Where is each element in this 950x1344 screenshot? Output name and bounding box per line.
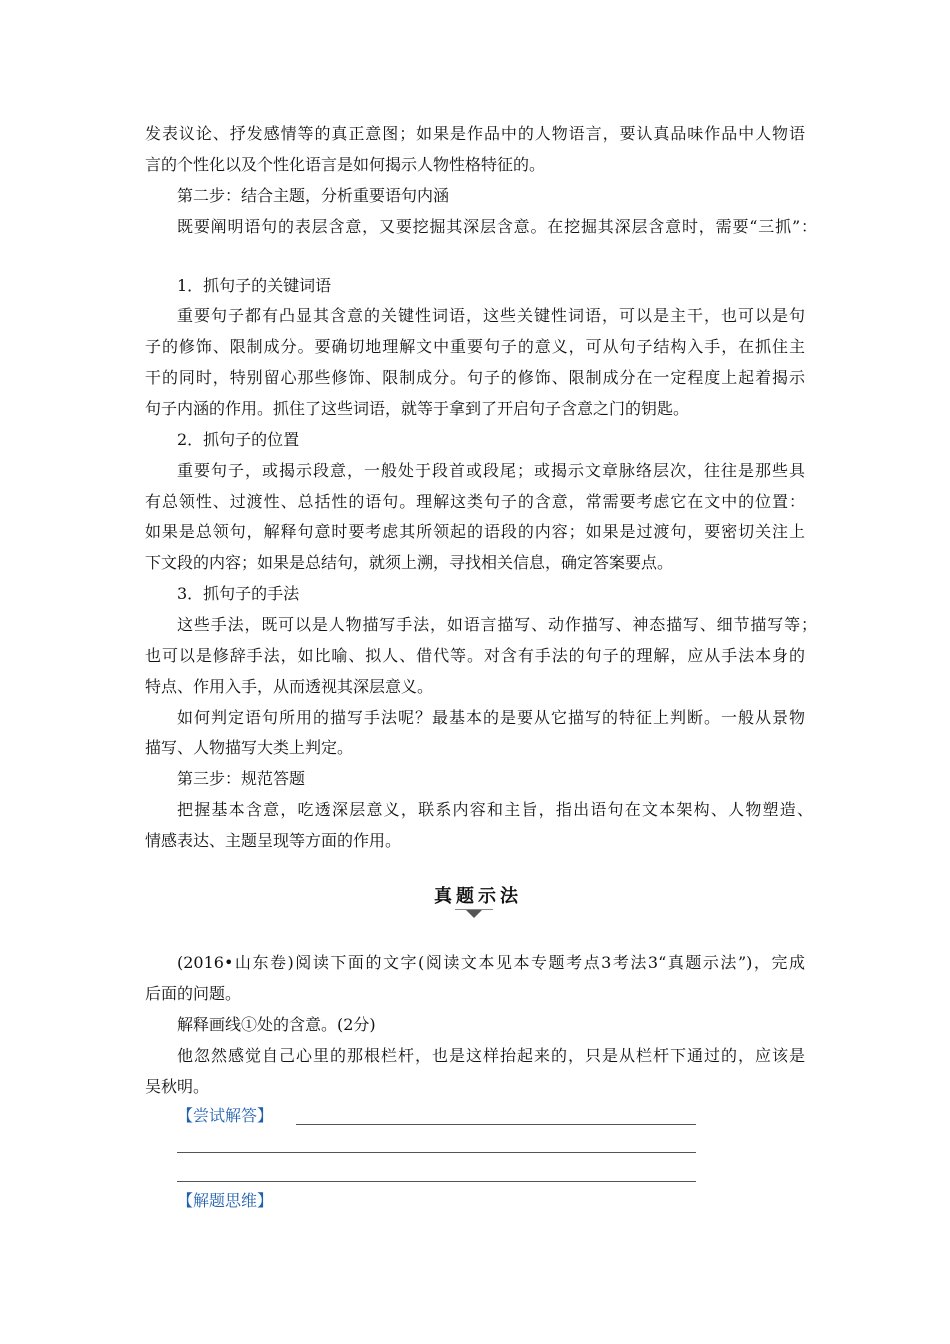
- paragraph-line: 描写、人物描写大类上判定。: [145, 738, 354, 757]
- paragraph-line: 如何判定语句所用的描写手法呢？最基本的是要从它描写的特征上判断。一般从景物: [177, 708, 805, 727]
- subheading: 1．抓句子的关键词语: [177, 276, 332, 295]
- example-line: (2016•山东卷)阅读下面的文字(阅读文本见本专题考点3考法3“真题示法”)，完成: [177, 953, 805, 972]
- paragraph-line: 重要句子，或揭示段意，一般处于段首或段尾；或揭示文章脉络层次，往往是那些具: [177, 461, 805, 480]
- paragraph-line: 言的个性化以及个性化语言是如何揭示人物性格特征的。: [145, 155, 546, 174]
- thinking-label: 【解题思维】: [177, 1191, 274, 1210]
- subheading: 3．抓句子的手法: [177, 584, 300, 603]
- question-line: 解释画线①处的含意。(2分): [177, 1015, 376, 1034]
- step-heading: 第二步：结合主题，分析重要语句内涵: [177, 186, 450, 205]
- paragraph-line: 干的同时，特别留心那些修饰、限制成分。句子的修饰、限制成分在一定程度上起着揭示: [145, 368, 805, 387]
- paragraph-line: 句子内涵的作用。抓住了这些词语，就等于拿到了开启句子含意之门的钥匙。: [145, 399, 690, 418]
- answer-blank[interactable]: [177, 1152, 696, 1153]
- paragraph-line: 如果是总领句，解释句意时要考虑其所领起的语段的内容；如果是过渡句，要密切关注上: [145, 522, 805, 541]
- step-heading: 第三步：规范答题: [177, 769, 306, 788]
- paragraph-line: 这些手法，既可以是人物描写手法，如语言描写、动作描写、神态描写、细节描写等；: [177, 615, 817, 634]
- subheading: 2．抓句子的位置: [177, 430, 300, 449]
- quoted-sentence: 他忽然感觉自己心里的那根栏杆，也是这样抬起来的，只是从栏杆下通过的，应该是: [177, 1046, 805, 1065]
- answer-label: 【尝试解答】: [177, 1106, 274, 1125]
- paragraph-line: 也可以是修辞手法，如比喻、拟人、借代等。对含有手法的句子的理解，应从手法本身的: [145, 646, 805, 665]
- paragraph-line: 情感表达、主题呈现等方面的作用。: [145, 831, 402, 850]
- down-triangle-icon: [466, 910, 482, 918]
- paragraph-line: 发表议论、抒发感情等的真正意图；如果是作品中的人物语言，要认真品味作品中人物语: [145, 124, 805, 143]
- paragraph-line: 特点、作用入手，从而透视其深层意义。: [145, 677, 434, 696]
- section-heading: 真题示法: [434, 886, 522, 907]
- paragraph-line: 子的修饰、限制成分。要确切地理解文中重要句子的意义，可从句子结构入手，在抓住主: [145, 337, 805, 356]
- example-line: 后面的问题。: [145, 984, 242, 1003]
- quoted-sentence: 吴秋明。: [145, 1077, 210, 1096]
- paragraph-line: 既要阐明语句的表层含意，又要挖掘其深层含意。在挖掘其深层含意时，需要“三抓”：: [177, 217, 817, 236]
- paragraph-line: 下文段的内容；如果是总结句，就须上溯，寻找相关信息，确定答案要点。: [145, 553, 674, 572]
- paragraph-line: 有总领性、过渡性、总括性的语句。理解这类句子的含意，常需要考虑它在文中的位置：: [145, 492, 805, 511]
- paragraph-line: 重要句子都有凸显其含意的关键性词语，这些关键性词语，可以是主干，也可以是句: [177, 306, 805, 325]
- answer-blank[interactable]: [177, 1181, 696, 1182]
- paragraph-line: 把握基本含意，吃透深层意义，联系内容和主旨，指出语句在文本架构、人物塑造、: [177, 800, 813, 819]
- answer-blank[interactable]: [296, 1124, 696, 1125]
